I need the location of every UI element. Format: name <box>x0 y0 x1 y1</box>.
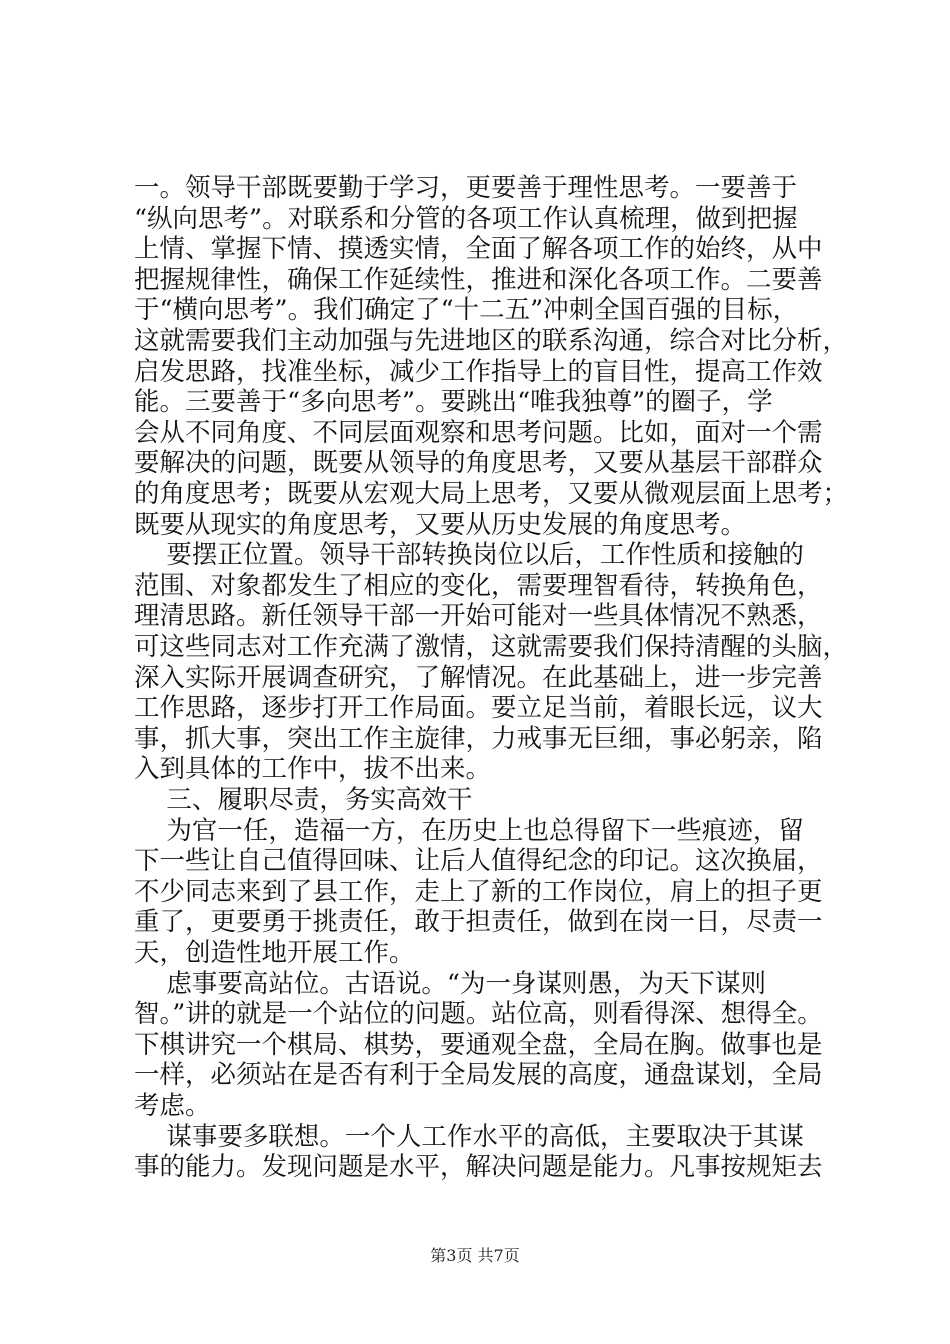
text-line-28: 智。”讲的就是一个站位的问题。站位高，则看得深、想得全。 <box>134 999 823 1030</box>
section-heading: 三、履职尽责，务实高效干 <box>134 785 473 815</box>
text-line-8: 能。三要善于“多向思考”。要跳出“唯我独尊”的圈子，学 <box>134 387 773 418</box>
text-line-18: 工作思路，逐步打开工作局面。要立足当前，着眼长远，议大 <box>134 693 823 724</box>
text-line-13: 要摆正位置。领导干部转换岗位以后，工作性质和接触的 <box>134 540 804 571</box>
text-line-25: 重了，更要勇于挑责任，敢于担责任，做到在岗一日，尽责一 <box>134 907 823 938</box>
text-line-6: 这就需要我们主动加强与先进地区的联系沟通，综合对比分析， <box>134 326 849 356</box>
text-line-30: 一样，必须站在是否有利于全局发展的高度，通盘谋划，全局 <box>134 1060 823 1091</box>
text-line-14: 范围、对象都发生了相应的变化，需要理智看待，转换角色， <box>134 570 823 601</box>
text-line-10: 要解决的问题，既要从领导的角度思考，又要从基层干部群众 <box>134 448 823 479</box>
page-footer: 第3页 共7页 <box>430 1246 520 1265</box>
text-line-16: 可这些同志对工作充满了激情，这就需要我们保持清醒的头脑， <box>134 632 849 662</box>
text-line-29: 下棋讲究一个棋局、棋势，要通观全盘，全局在胸。做事也是 <box>134 1029 823 1060</box>
text-line-19: 事，抓大事，突出工作主旋律，力戒事无巨细，事必躬亲，陷 <box>134 723 823 754</box>
text-line-24: 不少同志来到了县工作，走上了新的工作岗位，肩上的担子更 <box>134 876 823 907</box>
text-line-3: 上情、掌握下情、摸透实情，全面了解各项工作的始终，从中 <box>134 234 823 265</box>
text-line-5: 于“横向思考”。我们确定了“十二五”冲刺全国百强的目标， <box>134 295 799 326</box>
text-line-17: 深入实际开展调查研究，了解情况。在此基础上，进一步完善 <box>134 662 823 693</box>
text-line-9: 会从不同角度、不同层面观察和思考问题。比如，面对一个需 <box>134 417 823 448</box>
text-line-22: 为官一任，造福一方，在历史上也总得留下一些痕迹，留 <box>134 815 804 846</box>
text-line-11: 的角度思考；既要从宏观大局上思考，又要从微观层面上思考； <box>134 479 849 509</box>
text-line-15: 理清思路。新任领导干部一开始可能对一些具体情况不熟悉， <box>134 601 823 632</box>
text-line-4: 把握规律性，确保工作延续性，推进和深化各项工作。二要善 <box>134 264 823 295</box>
text-line-20: 入到具体的工作中，拔不出来。 <box>134 754 492 785</box>
text-line-2: “纵向思考”。对联系和分管的各项工作认真梳理，做到把握 <box>134 203 798 234</box>
text-line-12: 既要从现实的角度思考，又要从历史发展的角度思考。 <box>134 509 747 540</box>
text-line-33: 事的能力。发现问题是水平，解决问题是能力。凡事按规矩去 <box>134 1152 823 1183</box>
text-line-23: 下一些让自己值得回味、让后人值得纪念的印记。这次换届， <box>134 846 823 877</box>
text-line-31: 考虑。 <box>134 1091 211 1121</box>
text-line-26: 天，创造性地开展工作。 <box>134 938 415 968</box>
text-line-1: 一。领导干部既要勤于学习，更要善于理性思考。一要善于 <box>134 173 798 203</box>
text-line-32: 谋事要多联想。一个人工作水平的高低，主要取决于其谋 <box>134 1121 804 1152</box>
text-line-27: 虑事要高站位。古语说。“为一身谋则愚，为天下谋则 <box>134 968 766 999</box>
text-line-7: 启发思路，找准坐标，减少工作指导上的盲目性，提高工作效 <box>134 356 823 387</box>
